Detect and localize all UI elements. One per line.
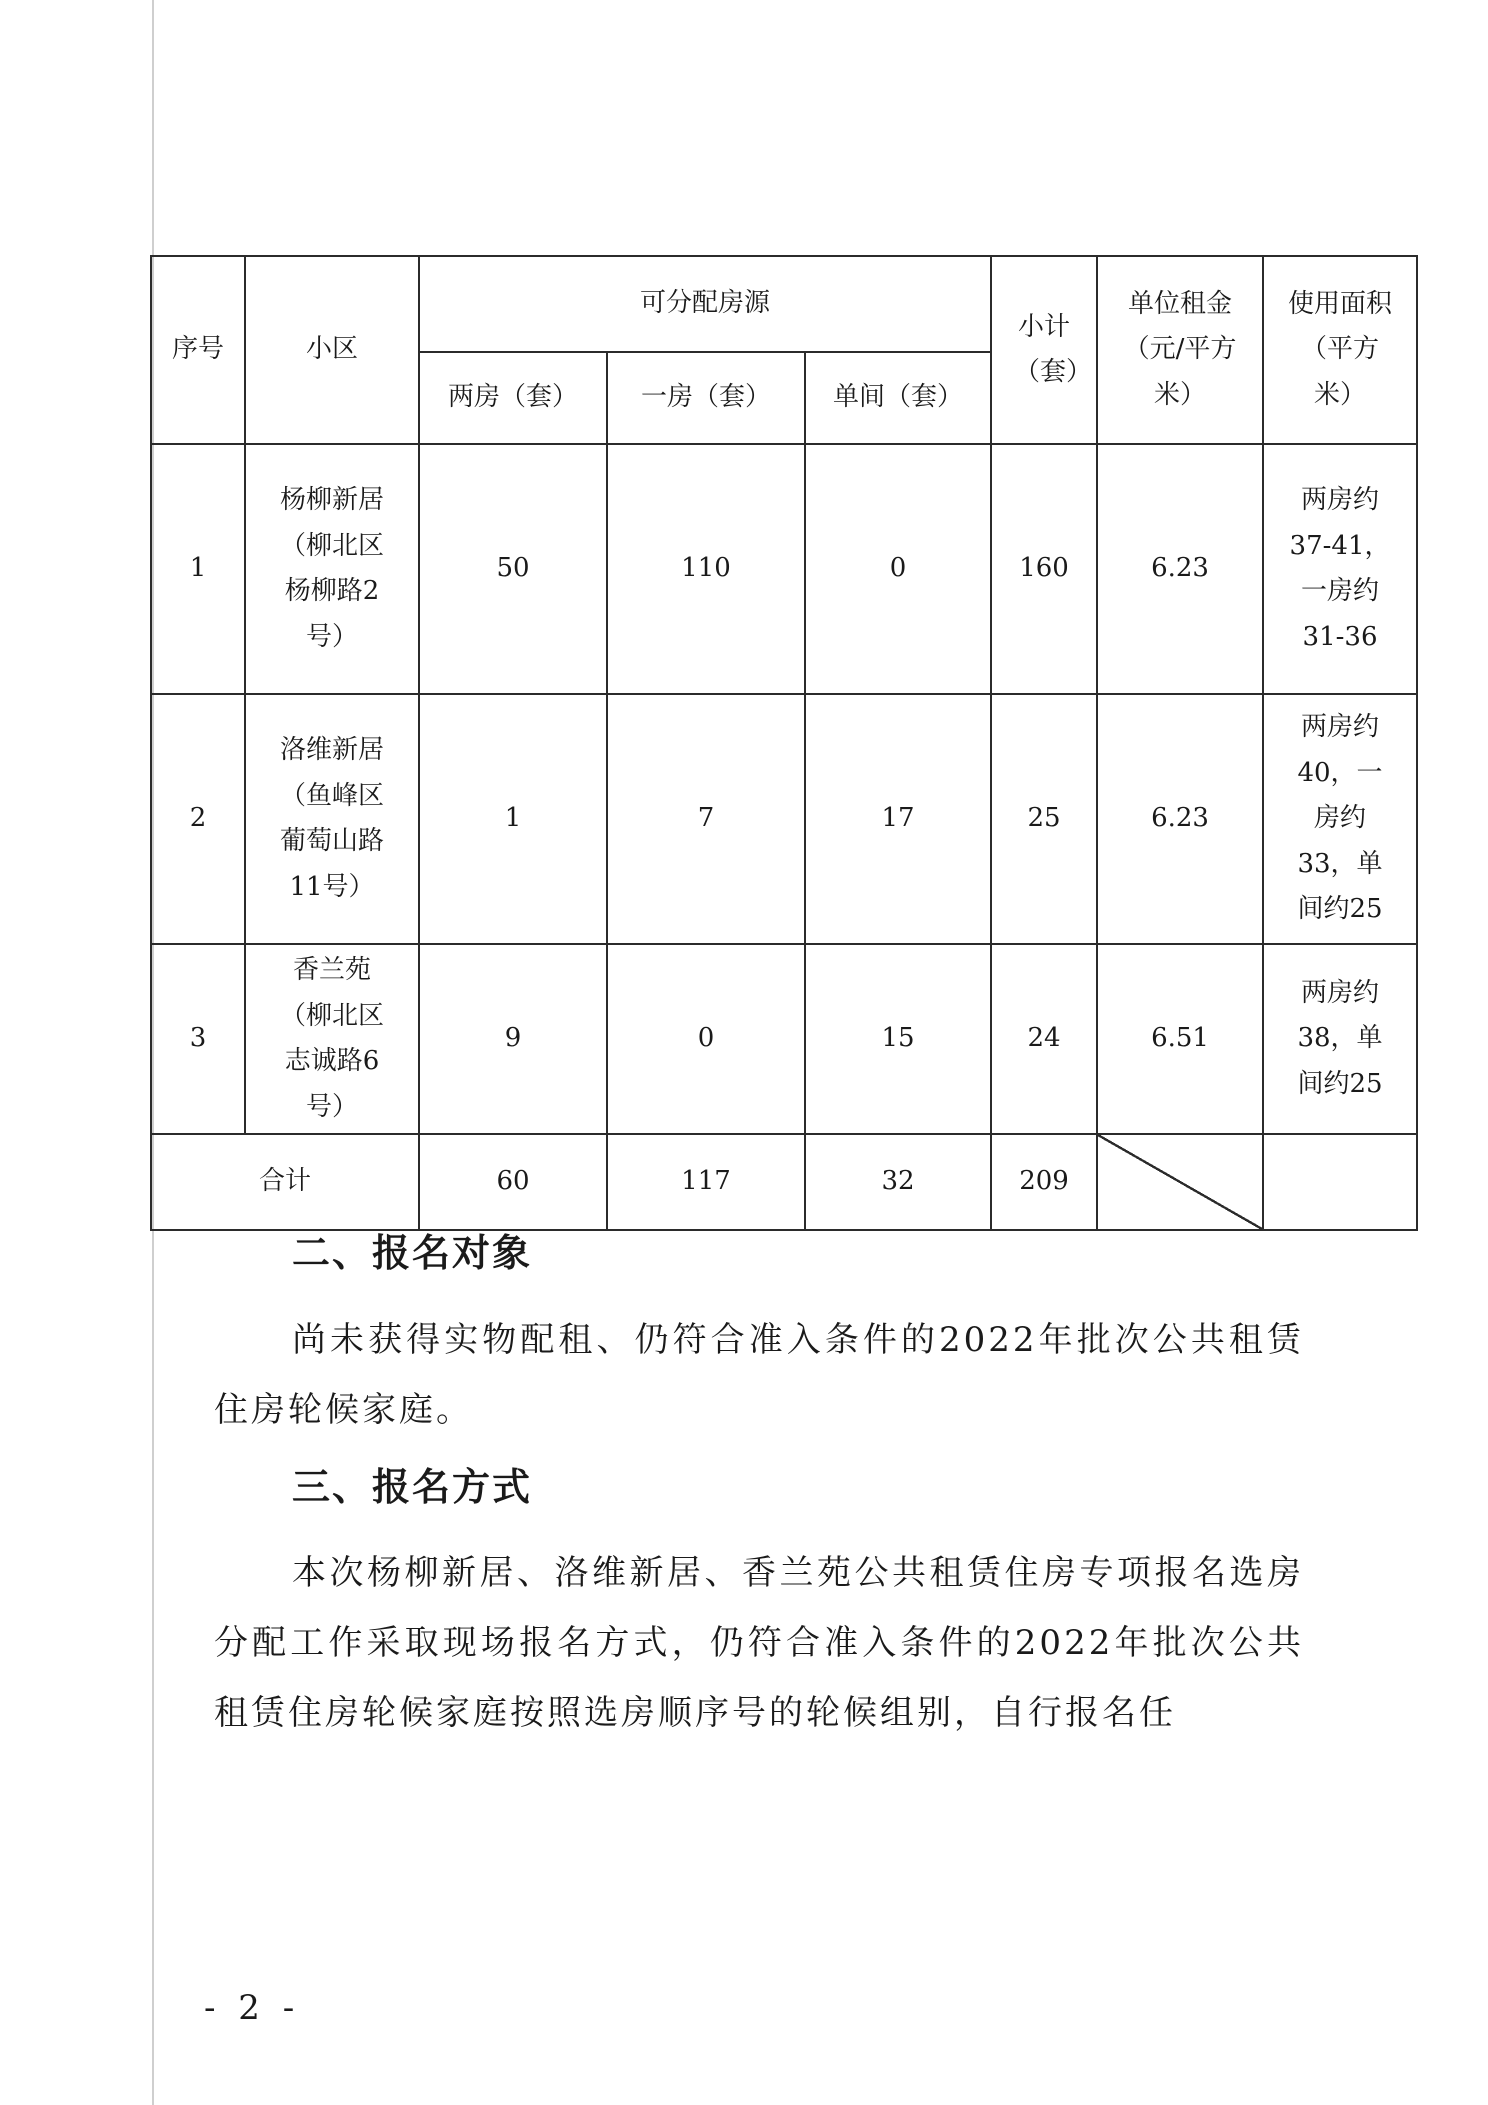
table-row — [151, 694, 1417, 944]
cell-one-room: 110 — [607, 444, 805, 694]
cell-total-one-room: 117 — [607, 1134, 805, 1230]
cell-rent: 6.23 — [1097, 444, 1263, 694]
cell-single-room: 15 — [805, 944, 991, 1134]
header-subtotal: 小计（套） — [991, 256, 1097, 444]
cell-total-rent-empty — [1097, 1134, 1263, 1230]
cell-area: 两房约37-41，一房约31-36 — [1263, 444, 1417, 694]
cell-subtotal: 25 — [991, 694, 1097, 944]
header-community: 小区 — [245, 256, 419, 444]
section-paragraph: 尚未获得实物配租、仍符合准入条件的2022年批次公共租赁住房轮候家庭。 — [214, 1320, 1304, 1430]
header-single-room: 单间（套） — [805, 352, 991, 444]
cell-two-room: 1 — [419, 694, 607, 944]
table-row — [151, 944, 1417, 1134]
header-rent: 单位租金（元/平方米） — [1097, 256, 1263, 444]
section-paragraph: 本次杨柳新居、洛维新居、香兰苑公共租赁住房专项报名选房分配工作采取现场报名方式，仍符合准入条件的2022年批次公共租赁住房轮候家庭按照选房顺序号的轮候组别，自行报名任 — [214, 1553, 1304, 1733]
cell-total-single-room: 32 — [805, 1134, 991, 1230]
header-seq: 序号 — [151, 256, 245, 444]
cell-rent: 6.23 — [1097, 694, 1263, 944]
cell-one-room: 7 — [607, 694, 805, 944]
cell-area: 两房约38，单间约25 — [1263, 944, 1417, 1134]
cell-two-room: 9 — [419, 944, 607, 1134]
cell-two-room: 50 — [419, 444, 607, 694]
section-heading: 三、报名方式 — [292, 1465, 533, 1509]
header-one-room: 一房（套） — [607, 352, 805, 444]
cell-total-label: 合计 — [151, 1134, 419, 1230]
table-row — [151, 444, 1417, 694]
cell-subtotal: 160 — [991, 444, 1097, 694]
cell-community: 洛维新居（鱼峰区葡萄山路11号） — [245, 694, 419, 944]
cell-area: 两房约40，一房约33，单间约25 — [1263, 694, 1417, 944]
housing-allocation-table — [150, 255, 1418, 1231]
total-row — [151, 1134, 1417, 1230]
cell-single-room: 0 — [805, 444, 991, 694]
cell-subtotal: 24 — [991, 944, 1097, 1134]
header-two-room: 两房（套） — [419, 352, 607, 444]
cell-total-subtotal: 209 — [991, 1134, 1097, 1230]
section-heading: 二、报名对象 — [292, 1231, 533, 1275]
cell-single-room: 17 — [805, 694, 991, 944]
cell-seq: 1 — [151, 444, 245, 694]
cell-total-two-room: 60 — [419, 1134, 607, 1230]
cell-total-area-empty — [1263, 1134, 1417, 1230]
cell-seq: 3 — [151, 944, 245, 1134]
header-area: 使用面积（平方米） — [1263, 256, 1417, 444]
cell-rent: 6.51 — [1097, 944, 1263, 1134]
page-number: - 2 - — [204, 1988, 301, 2028]
cell-community: 杨柳新居（柳北区杨柳路2号） — [245, 444, 419, 694]
cell-seq: 2 — [151, 694, 245, 944]
cell-community: 香兰苑（柳北区志诚路6号） — [245, 944, 419, 1134]
cell-one-room: 0 — [607, 944, 805, 1134]
header-available: 可分配房源 — [419, 256, 991, 352]
